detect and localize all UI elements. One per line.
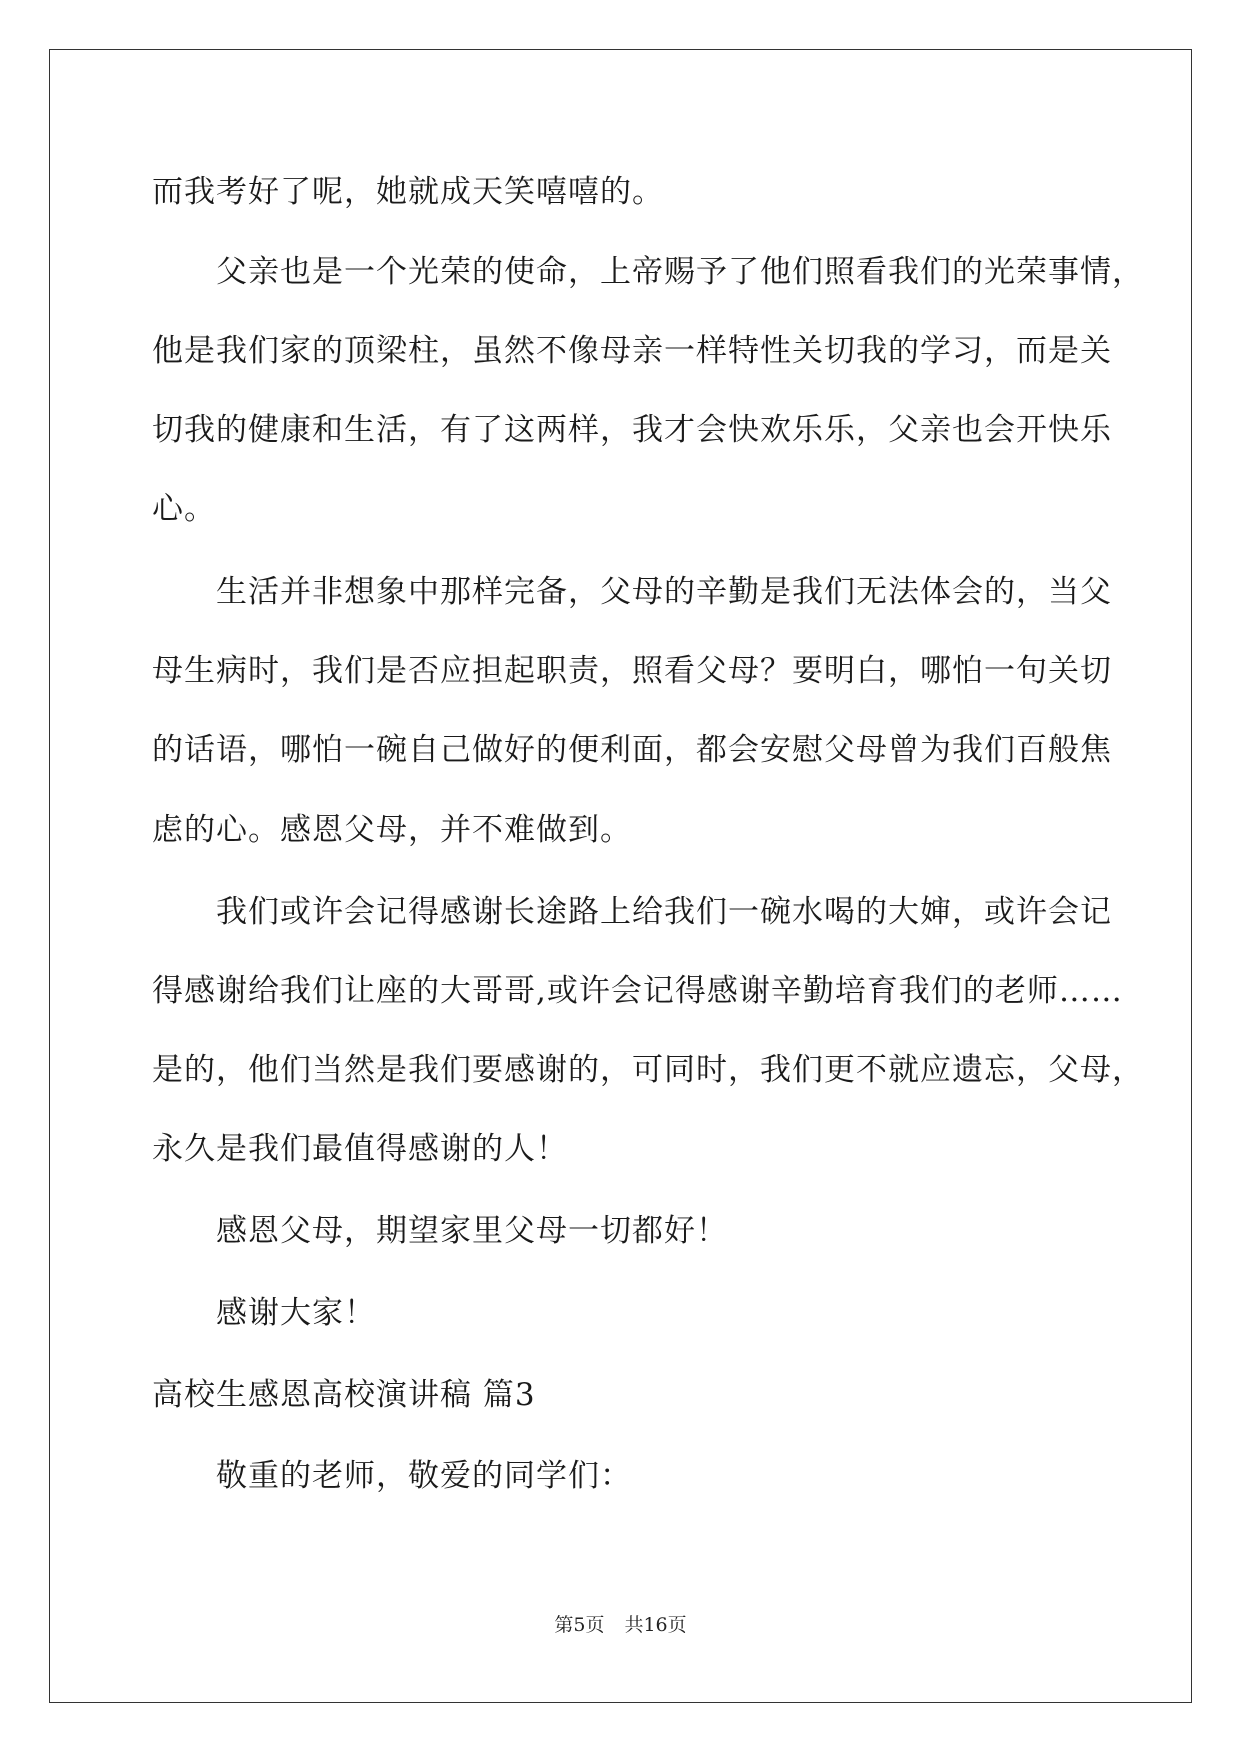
text-line: 的话语，哪怕一碗自己做好的便利面，都会安慰父母曾为我们百般焦 [152,732,1112,768]
text-line: 虑的心。感恩父母，并不难做到。 [152,812,632,848]
text-line: 心。 [152,491,216,527]
text-line: 是的，他们当然是我们要感谢的，可同时，我们更不就应遗忘，父母， [152,1052,1144,1088]
text-line: 敬重的老师，敬爱的同学们： [152,1458,632,1494]
text-line: 生活并非想象中那样完备，父母的辛勤是我们无法体会的，当父 [152,574,1112,610]
page-total: 共16页 [624,1614,687,1636]
text-line: 母生病时，我们是否应担起职责，照看父母？要明白，哪怕一句关切 [152,653,1112,689]
text-line: 切我的健康和生活，有了这两样，我才会快欢乐乐，父亲也会开快乐 [152,412,1112,448]
text-line: 而我考好了呢，她就成天笑嘻嘻的。 [152,174,664,210]
page-number: 第5页 [554,1614,605,1636]
text-line: 得感谢给我们让座的大哥哥,或许会记得感谢辛勤培育我们的老师…… [152,973,1123,1009]
text-line: 感恩父母，期望家里父母一切都好！ [152,1213,728,1249]
page-border [49,49,1192,1703]
section-heading: 高校生感恩高校演讲稿 篇3 [152,1377,536,1413]
text-line: 感谢大家！ [152,1295,376,1331]
text-line: 父亲也是一个光荣的使命，上帝赐予了他们照看我们的光荣事情， [152,254,1144,290]
text-line: 我们或许会记得感谢长途路上给我们一碗水喝的大婶，或许会记 [152,894,1112,930]
text-line: 他是我们家的顶梁柱，虽然不像母亲一样特性关切我的学习，而是关 [152,333,1112,369]
page-footer [0,1610,1241,1637]
text-line: 永久是我们最值得感谢的人！ [152,1131,568,1167]
